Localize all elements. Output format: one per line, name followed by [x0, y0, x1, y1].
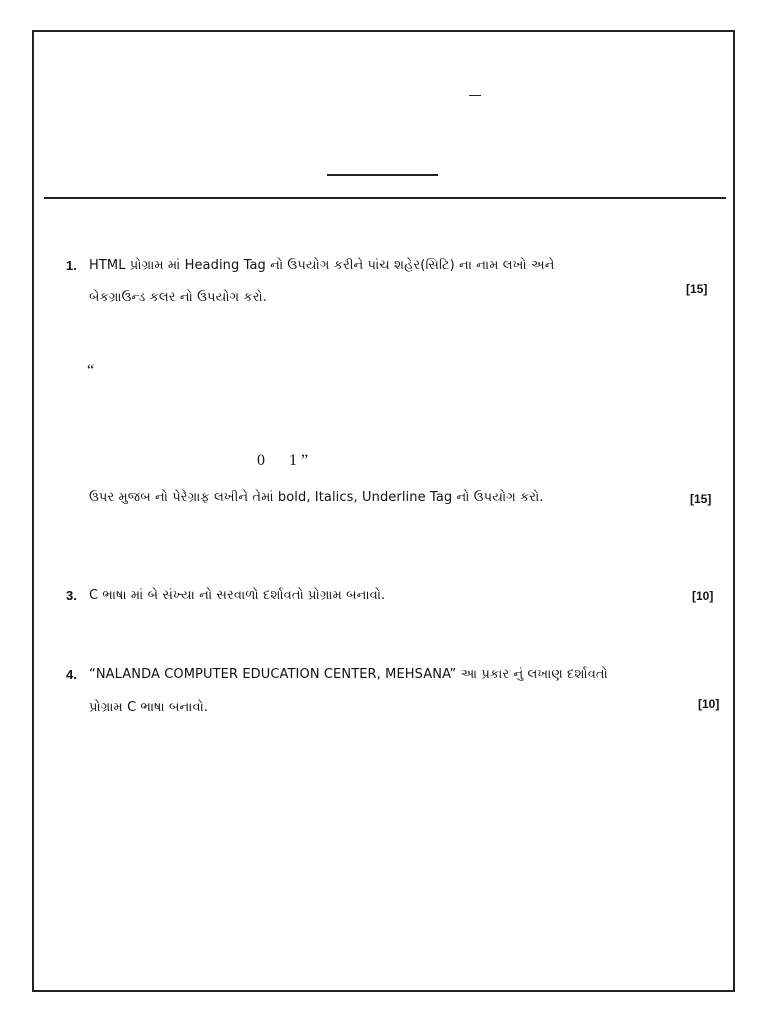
question-4-number: 4.	[66, 667, 77, 682]
question-2-open-quote: “	[87, 362, 95, 379]
question-2-line-1: ઉપર મુજબ નો પેરેગ્રાફ લખીને તેમાં bold, Italics, Underline Tag નો ઉપયોગ કરો.	[89, 490, 544, 505]
question-1-marks: [15]	[686, 282, 708, 296]
question-3-line-1: C ભાષા માં બે સંખ્યા નો સરવાળો દર્શાવતો પ્રોગ્રામ બનાવો.	[89, 588, 386, 603]
question-2-fragment: 0 1 ”	[257, 452, 309, 469]
header-divider	[44, 197, 726, 199]
question-1-number: 1.	[66, 258, 77, 273]
question-2-marks: [15]	[690, 492, 712, 506]
question-4-marks: [10]	[698, 697, 720, 711]
question-3-number: 3.	[66, 588, 77, 603]
question-1-line-1: HTML પ્રોગ્રામ માં Heading Tag નો ઉપયોગ કરીને પાંચ શહેર(સિટિ) ના નામ લખો અને	[89, 258, 555, 273]
question-4-line-2: પ્રોગ્રામ C ભાષા બનાવો.	[89, 700, 209, 715]
question-1-line-2: બેકગ્રાઉન્ડ કલર નો ઉપયોગ કરો.	[89, 290, 267, 305]
question-3-marks: [10]	[692, 589, 714, 603]
question-4-line-1: “NALANDA COMPUTER EDUCATION CENTER, MEHSANA” આ પ્રકાર નું લખાણ દર્શાવતો	[89, 667, 608, 682]
title-underline	[327, 174, 438, 176]
header-dash	[469, 95, 481, 96]
